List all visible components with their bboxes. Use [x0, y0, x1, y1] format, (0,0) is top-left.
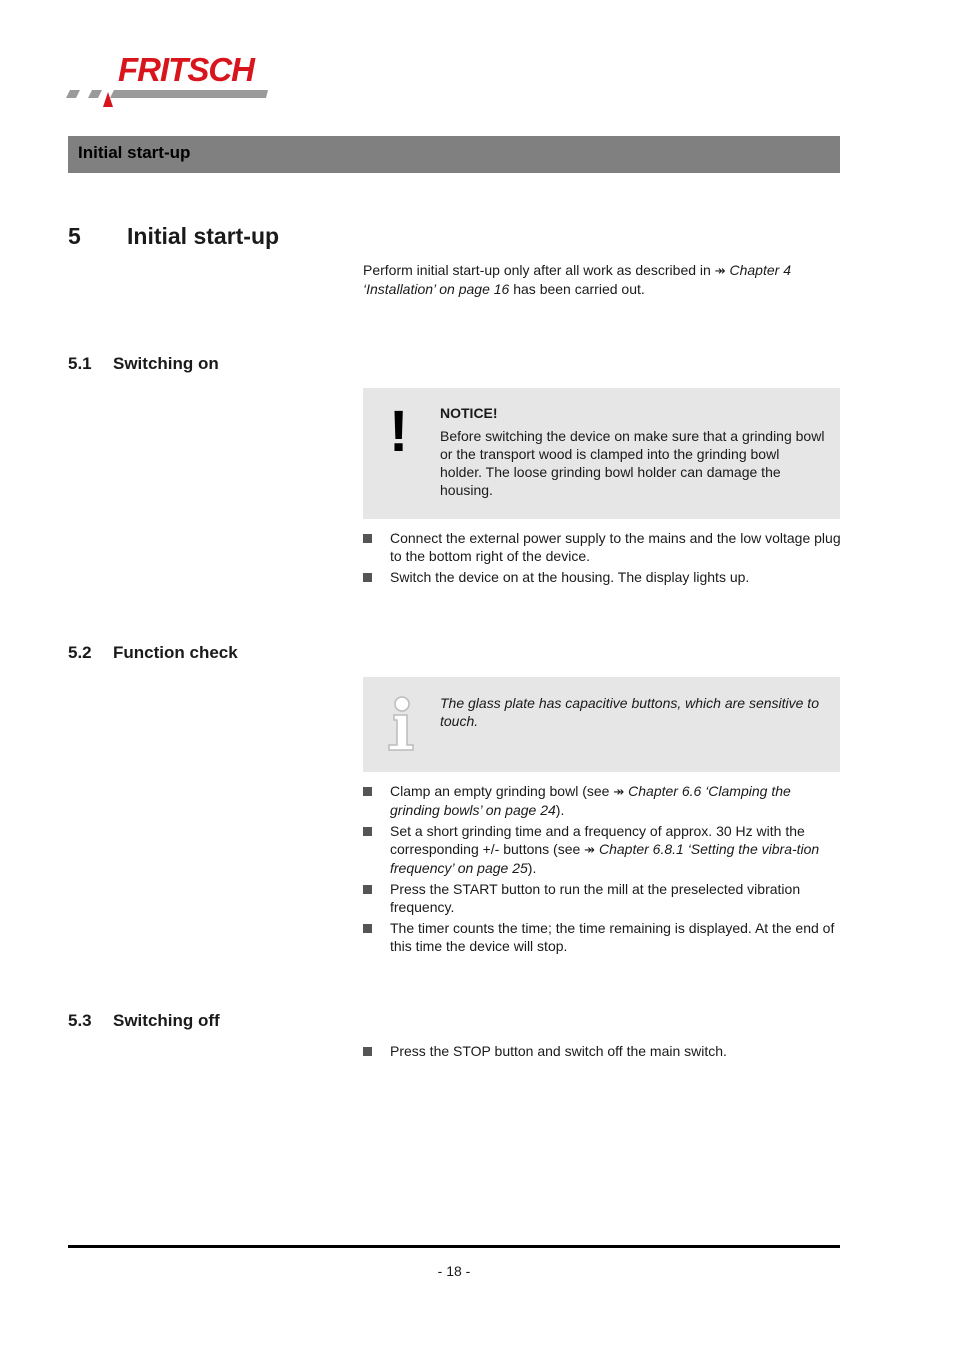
chapter-number: 5 [68, 223, 81, 249]
function-check-list [363, 782, 841, 958]
step-text: Set a short grinding time and a frequency of approx. 30 Hz with the corresponding +/- buttons (see [390, 823, 805, 857]
notice-box [363, 388, 840, 519]
list-item: Press the STOP button and switch off the main switch. [363, 1042, 841, 1060]
switching-on-list [363, 529, 841, 589]
step-text: Clamp an empty grinding bowl (see [390, 783, 614, 799]
arrow-right-icon: ↠ [613, 784, 625, 799]
switching-off-list [363, 1042, 841, 1063]
arrow-right-icon: ↠ [714, 263, 726, 278]
section-title-function-check: Function check [113, 643, 238, 662]
list-item: The timer counts the time; the time remaining is displayed. At the end of this time the device will stop. [363, 919, 841, 955]
exclamation-icon: ! [389, 399, 409, 464]
list-item: Connect the external power supply to the mains and the low voltage plug to the bottom right of the device. [363, 529, 841, 565]
list-item [363, 822, 841, 877]
header-label: Initial start-up [78, 143, 191, 162]
section-number-5-3: 5.3 [68, 1011, 92, 1030]
section-number-5-2: 5.2 [68, 643, 92, 662]
fritsch-logo [66, 52, 286, 112]
notice-title: NOTICE! [440, 405, 498, 421]
intro-link[interactable]: Chapter 4 ‘Installation’ on page 16 [363, 262, 791, 297]
chapter-link[interactable]: Chapter 6.8.1 ‘Setting the vibra-tion frequency’ on page 25 [390, 841, 820, 876]
chapter-link[interactable]: Chapter 6.6 ‘Clamping the grinding bowls’ on page 24 [390, 783, 791, 818]
page-header-bar [68, 136, 840, 173]
info-icon [385, 695, 419, 751]
chapter-title: Initial start-up [127, 223, 280, 249]
section-title-switching-on: Switching on [113, 354, 219, 373]
step-text: ). [555, 802, 565, 818]
list-item: Switch the device on at the housing. The display lights up. [363, 568, 841, 586]
footer-rule [68, 1245, 840, 1248]
intro-text-before: Perform initial start-up only after all work as described in [363, 262, 715, 278]
info-box [363, 677, 840, 772]
notice-text: Before switching the device on make sure that a grinding bowl or the transport wood is clamped into the grinding bowl holder. The loose grinding bowl holder can damage the housing. [440, 428, 825, 498]
section-title-switching-off: Switching off [113, 1011, 220, 1030]
section-number-5-1: 5.1 [68, 354, 92, 373]
list-item: Press the START button to run the mill at the preselected vibration frequency. [363, 880, 841, 916]
intro-text-after: has been carried out. [509, 281, 645, 297]
info-text: The glass plate has capacitive buttons, which are sensitive to touch. [440, 695, 819, 729]
step-text: ). [527, 860, 537, 876]
list-item [363, 782, 841, 819]
intro-paragraph [363, 261, 843, 298]
logo-text: FRITSCH [118, 51, 254, 88]
page-number: - 18 - [437, 1263, 471, 1279]
arrow-right-icon: ↠ [584, 842, 596, 857]
